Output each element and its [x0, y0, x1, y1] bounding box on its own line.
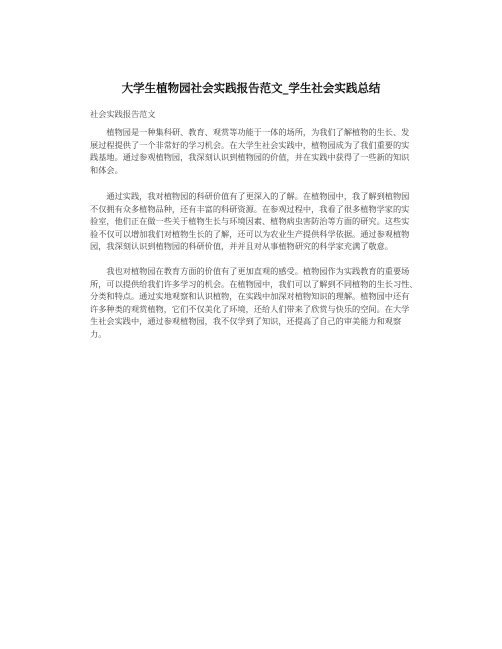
paragraph-line: 力。: [90, 328, 107, 339]
paragraph-line: 园，我深刻认识到植物园的科研价值，并并且对从事植物研究的科学家充满了敬意。: [90, 241, 393, 251]
paragraph-1: [90, 126, 420, 176]
document-subtitle: 社会实践报告范文: [90, 109, 156, 119]
paragraph-line: 分类和特点。通过实地观察和认识植物，在实践中加深对植物知识的理解。植物园中还有: [90, 291, 410, 301]
paragraph-2: [90, 190, 420, 253]
paragraph-3: [90, 265, 420, 340]
document-title: 大学生植物园社会实践报告范文_学生社会实践总结: [121, 81, 381, 95]
paragraph-line: 通过实践，我对植物园的科研价值有了更深入的了解。在植物园中，我了解到植物园: [90, 191, 410, 201]
paragraph-line: 不仅拥有众多植物品种，还有丰富的科研资源。在参观过程中，我看了很多植物学家的实: [90, 203, 410, 214]
paragraph-line: 所，可以提供给我们许多学习的机会。在植物园中，我们可以了解到不同植物的生长习性、: [90, 278, 418, 289]
paragraph-line: 验不仅可以增加我们对植物生长的了解，还可以为农业生产提供科学依据。通过参观植物: [90, 228, 410, 239]
paragraph-line: 植物园是一种集科研、教育、观赏等功能于一体的场所，为我们了解植物的生长、发: [90, 127, 410, 137]
paragraph-line: 生社会实践中，通过参观植物园，我不仅学到了知识，还提高了自己的审美能力和观察: [90, 316, 402, 326]
paragraph-line: 许多种类的观赏植物，它们不仅美化了环境，还给人们带来了欣赏与快乐的空间。在大学: [90, 303, 410, 314]
paragraph-line: 践基地。通过参观植物园，我深刻认识到植物园的价值，并在实践中获得了一些新的知识: [90, 152, 410, 162]
paragraph-line: 和体会。: [90, 164, 123, 175]
paragraph-line: 验室，他们正在做一些关于植物生长与环境因素、植物病虫害防治等方面的研究。这些实: [90, 216, 410, 226]
paragraph-line: 展过程提供了一个非常好的学习机会。在大学生社会实践中，植物园成为了我们重要的实: [90, 139, 410, 150]
paragraph-line: 我也对植物园在教育方面的价值有了更加直观的感受。植物园作为实践教育的重要场: [90, 266, 410, 276]
